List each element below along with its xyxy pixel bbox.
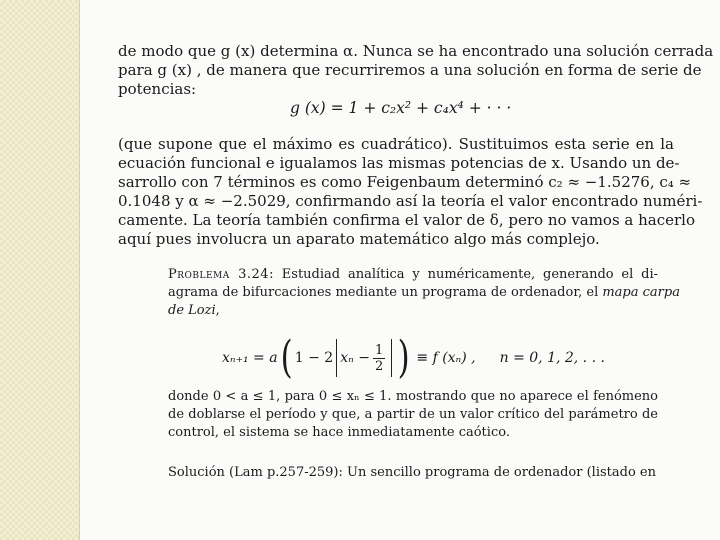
text-line: para g (x) , de manera que recurriremos a una solución en forma de serie de bbox=[118, 61, 702, 79]
fraction bbox=[373, 343, 385, 374]
equation-lhs: xₙ₊₁ = a bbox=[222, 350, 278, 366]
problem-text: agrama de bifurcaciones mediante un programa de ordenador, el bbox=[168, 285, 603, 300]
map-name: de Lozi bbox=[168, 303, 216, 318]
series-equation: g (x) = 1 + c₂x² + c₄x⁴ + · · · bbox=[290, 99, 512, 117]
lozi-map-equation bbox=[222, 332, 605, 383]
close-paren: ) bbox=[397, 332, 410, 383]
open-paren: ( bbox=[280, 332, 293, 383]
problem-label: Problema 3.24: bbox=[168, 267, 274, 282]
decorative-side-band bbox=[0, 0, 80, 540]
text-line: (que supone que el máximo es cuadrático). Sustituimos esta serie en la bbox=[118, 135, 674, 153]
abs-bar-right bbox=[391, 339, 392, 377]
text-line: de doblarse el período y que, a partir de un valor crítico del parámetro de bbox=[168, 407, 658, 422]
text-line: ecuación funcional e igualamos las mismas potencias de x. Usando un de- bbox=[118, 154, 680, 172]
fraction-numerator: 1 bbox=[374, 342, 384, 358]
punctuation: , bbox=[215, 303, 220, 318]
fraction-denominator: 2 bbox=[374, 358, 384, 374]
text-line: donde 0 < a ≤ 1, para 0 ≤ xₙ ≤ 1. mostrando que no aparece el fenómeno bbox=[168, 389, 658, 404]
text-line: control, el sistema se hace inmediatamente caótico. bbox=[168, 425, 510, 440]
text-line: potencias: bbox=[118, 80, 197, 98]
text-block-3 bbox=[168, 388, 658, 442]
solution-line: Solución (Lam p.257-259): Un sencillo programa de ordenador (listado en bbox=[168, 465, 656, 480]
text-line: aquí pues involucra un aparato matemático algo más complejo. bbox=[118, 230, 600, 248]
text-line: sarrollo con 7 términos es como Feigenbaum determinó c₂ ≈ −1.5276, c₄ ≈ bbox=[118, 173, 692, 191]
equation-term: 1 − 2 bbox=[294, 350, 334, 366]
equation-rhs: ≡ f (xₙ) , bbox=[416, 350, 476, 366]
text-block-2 bbox=[118, 135, 703, 249]
text-block-1 bbox=[118, 42, 714, 99]
solution-block bbox=[168, 464, 658, 482]
text-line: camente. La teoría también confirma el valor de δ, pero no vamos a hacerlo bbox=[118, 211, 696, 229]
problem-text: Estudiad analítica y numéricamente, generando el di- bbox=[273, 267, 658, 282]
equation-range: n = 0, 1, 2, . . . bbox=[499, 350, 605, 366]
map-name: mapa carpa bbox=[602, 285, 680, 300]
problem-statement bbox=[168, 266, 680, 320]
equation-term: xₙ − bbox=[340, 350, 370, 366]
text-line: 0.1048 y α ≈ −2.5029, confirmando así la teoría el valor encontrado numéri- bbox=[118, 192, 703, 210]
abs-bar-left bbox=[336, 339, 337, 377]
text-line: de modo que g (x) determina α. Nunca se ha encontrado una solución cerrada bbox=[118, 42, 714, 60]
